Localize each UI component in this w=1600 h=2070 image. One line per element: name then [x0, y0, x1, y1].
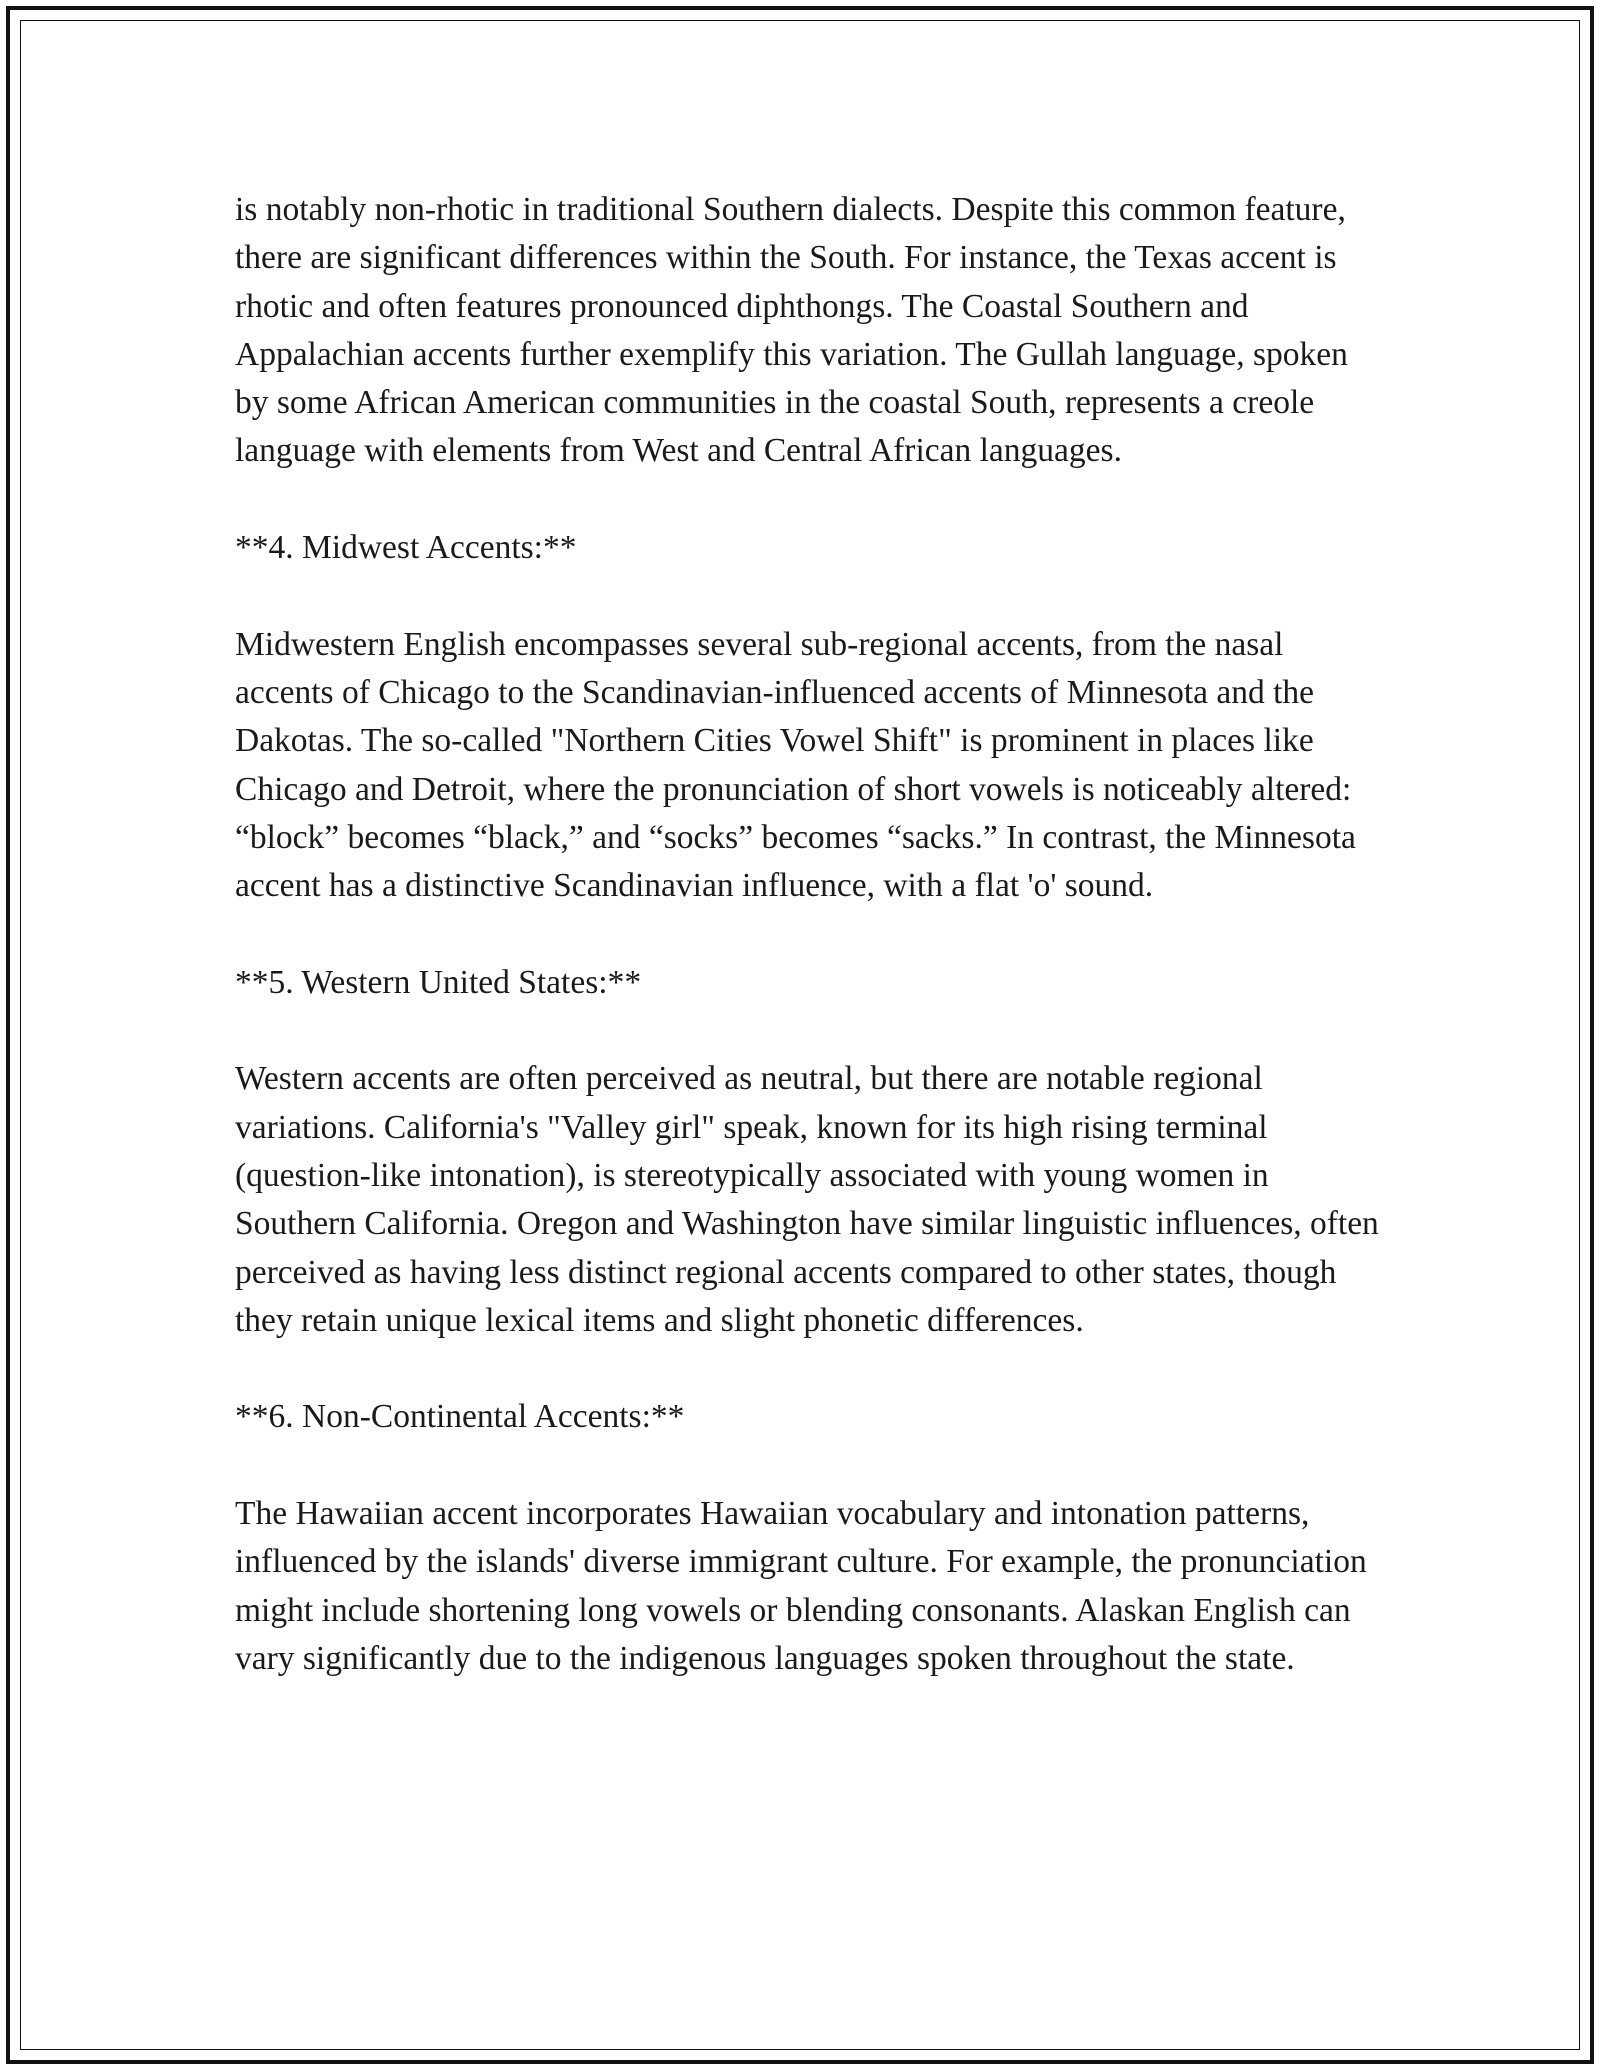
paragraph-southern-continued: is notably non-rhotic in traditional Southern dialects. Despite this common feature, there are significant differences within the South. For instance, the Texas accent is rhotic and often features pronounced diphthongs. The Coastal Southern and Appalachian accents further exemplify this variation. The Gullah language, spoken by some African American communities in the coastal South, represents a creole language with elements from West and Central African languages. [235, 191, 1348, 470]
paragraph-midwest: Midwestern English encompasses several sub-regional accents, from the nasal accents of Chicago to the Scandinavian-influenced accents of Minnesota and the Dakotas. The so-called "Northern Cities Vowel Shift" is prominent in places like Chicago and Detroit, where the pronunciation of short vowels is noticeably altered: “block” becomes “black,” and “socks” becomes “sacks.” In contrast, the Minnesota accent has a distinctive Scandinavian influence, with a flat 'o' sound. [235, 625, 1356, 905]
heading-non-continental-accents: **6. Non-Continental Accents:** [235, 1398, 685, 1436]
paragraph-western: Western accents are often perceived as neutral, but there are notable regional variations. California's "Valley girl" speak, known for its high rising terminal (question-like intonation), is stereotypically associated with young women in Southern California. Oregon and Washington have similar linguistic influences, often perceived as having less distinct regional accents compared to other states, though they retain unique lexical items and slight phonetic differences. [235, 1060, 1379, 1339]
paragraph-non-continental: The Hawaiian accent incorporates Hawaiian vocabulary and intonation patterns, influenced by the islands' diverse immigrant culture. For example, the pronunciation might include shortening long vowels or blending consonants. Alaskan English can vary significantly due to the indigenous languages spoken throughout the state. [235, 1495, 1367, 1677]
heading-western-united-states: **5. Western United States:** [235, 963, 642, 1001]
heading-midwest-accents: **4. Midwest Accents:** [235, 529, 577, 567]
document-body [235, 186, 1385, 1683]
